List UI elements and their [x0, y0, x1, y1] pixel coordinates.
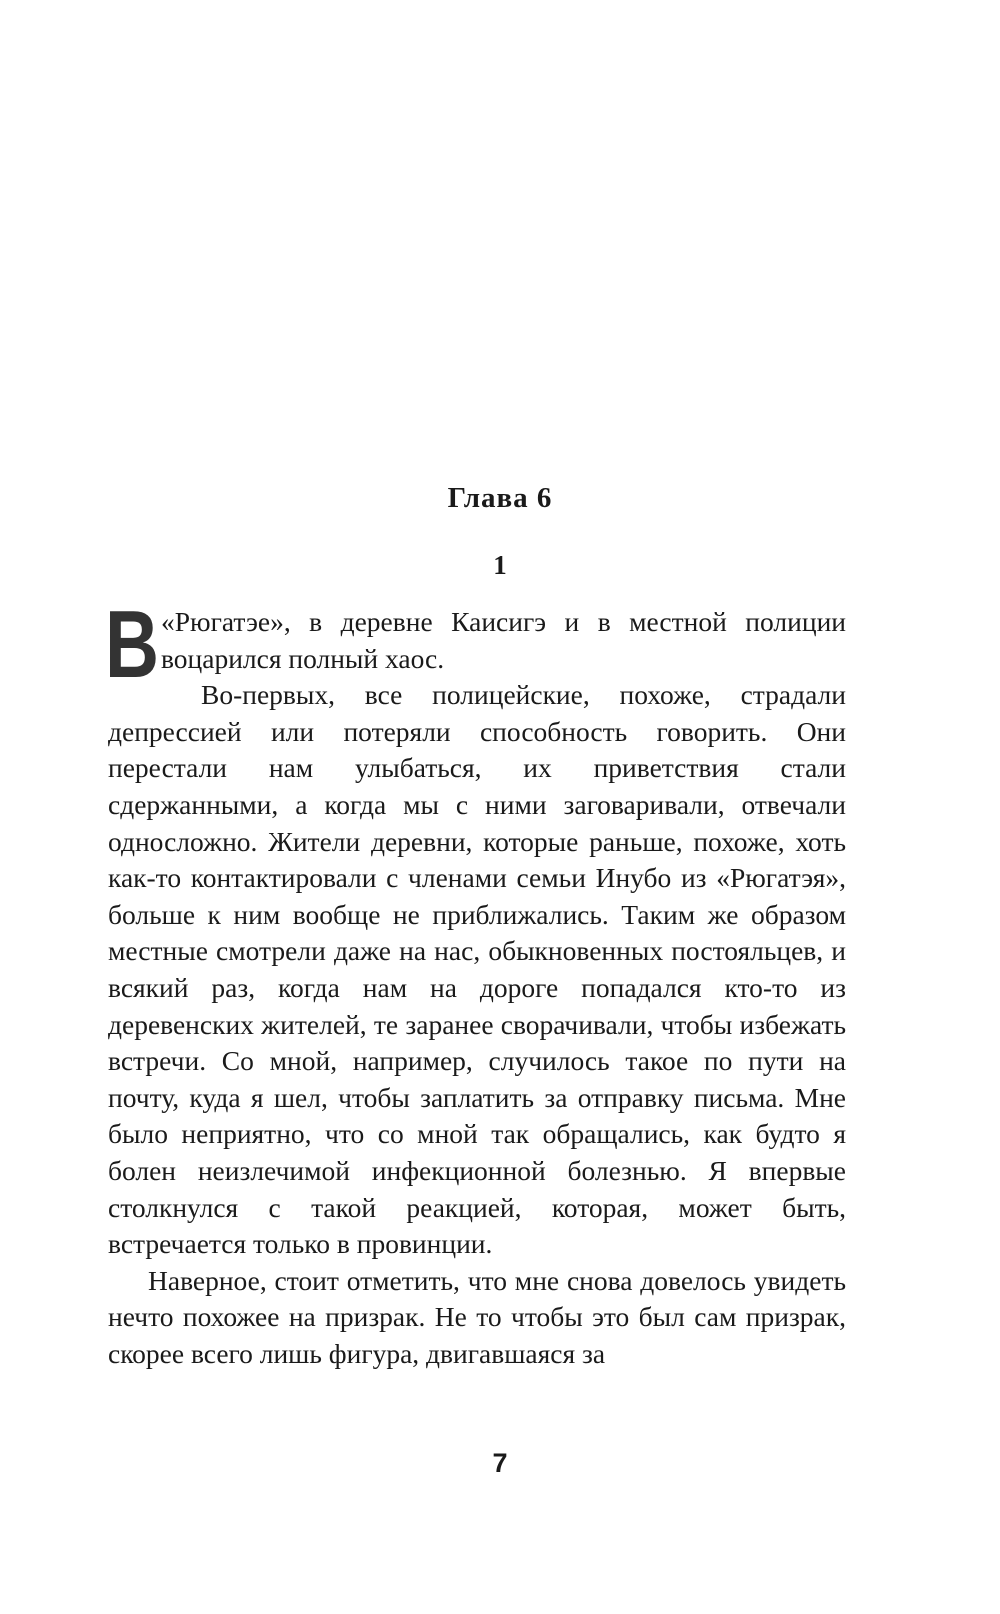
page-number: 7: [492, 1448, 508, 1478]
paragraph-3: Наверное, стоит отметить, что мне снова довелось увидеть нечто похожее на призрак. Не то чтобы это был сам призрак, скорее всего лишь фигура, двигавшаяся за: [108, 1264, 846, 1369]
chapter-title: Глава 6: [447, 482, 553, 514]
body-text: [105, 591, 846, 1372]
paragraph-2: Во-первых, все полицейские, похоже, страдали депрессией или потеряли способность говорить. Они перестали нам улыбаться, их приветствия стали сдержанными, а когда мы с ними заговаривали, отвечали односложно. Жители деревни, которые раньше, похоже, хоть как-то контактировали с членами семьи Инубо из «Рюгатэя», больше к ним вообще не приближались. Таким же образом местные смотрели даже на нас, обыкновенных постояльцев, и всякий раз, когда нам на дороге попадался кто-то из деревенских жителей, те заранее сворачивали, чтобы избежать встречи. Со мной, например, случилось такое по пути на почту, куда я шел, чтобы заплатить за отправку письма. Мне было неприятно, что со мной так обращались, как будто я болен неизлечимой инфекционной болезнью. Я впервые столкнулся с такой реакцией, которая, может быть, встречается только в провинции.: [108, 679, 846, 1260]
paragraph-1: [105, 591, 846, 698]
section-number: 1: [493, 550, 507, 580]
paragraph-1-text: «Рюгатэе», в деревне Каисигэ и в местной полиции воцарился полный хаос.: [161, 606, 846, 674]
drop-cap: В: [105, 591, 160, 698]
